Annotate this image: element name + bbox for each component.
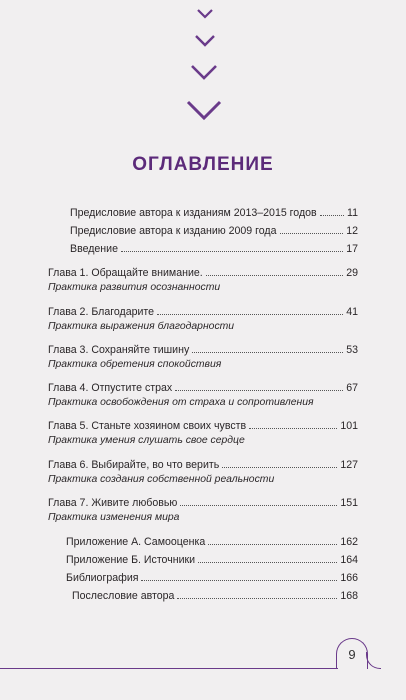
toc-entry xyxy=(48,266,358,280)
dot-leader xyxy=(175,381,343,391)
toc-entry-subtitle: Практика создания собственной реальности xyxy=(48,474,275,485)
toc-entry xyxy=(70,224,358,238)
toc-entry xyxy=(70,242,358,256)
dot-leader xyxy=(157,305,343,315)
toc-entry-subtitle: Практика освобождения от страха и сопротивления xyxy=(48,397,314,408)
toc-entry-label: Предисловие автора к изданиям 2013–2015 годов xyxy=(70,207,317,219)
toc-entry-subtitle: Практика обретения спокойствия xyxy=(48,359,222,370)
dot-leader xyxy=(206,266,344,276)
dot-leader xyxy=(320,206,344,216)
toc-entry-subtitle: Практика выражения благодарности xyxy=(48,321,235,332)
toc-entry-page: 53 xyxy=(346,344,358,356)
toc-entry-label: Глава 4. Отпустите страх xyxy=(48,382,173,394)
toc-entry-label: Послесловие автора xyxy=(72,590,175,602)
toc-entry-page: 17 xyxy=(346,243,358,255)
toc-entry-page: 166 xyxy=(340,572,358,584)
toc-entry xyxy=(48,381,358,395)
toc-entry-page: 164 xyxy=(340,554,358,566)
toc-entry-label: Глава 5. Станьте хозяином своих чувств xyxy=(48,420,247,432)
toc-entry-label: Глава 6. Выбирайте, во что верить xyxy=(48,459,220,471)
toc-entry-page: 41 xyxy=(346,306,358,318)
toc-entry-page: 101 xyxy=(340,420,358,432)
toc-entry xyxy=(66,571,358,585)
toc-entry-label: Библиография xyxy=(66,572,139,584)
toc-entry xyxy=(48,343,358,357)
toc-entry-label: Глава 3. Сохраняйте тишину xyxy=(48,344,190,356)
dot-leader xyxy=(249,419,337,429)
dot-leader xyxy=(222,458,337,468)
dot-leader xyxy=(141,571,337,581)
toc-entry-page: 162 xyxy=(340,536,358,548)
dot-leader xyxy=(177,589,337,599)
dot-leader xyxy=(208,535,337,545)
dot-leader xyxy=(121,242,343,252)
toc-entry xyxy=(48,496,358,510)
dot-leader xyxy=(180,496,337,506)
toc-entry-label: Введение xyxy=(70,243,118,255)
dot-leader xyxy=(280,224,344,234)
toc-entry-label: Глава 2. Благодарите xyxy=(48,306,155,318)
toc-entry xyxy=(48,305,358,319)
toc-entry-label: Приложение А. Самооценка xyxy=(66,536,206,548)
toc-entry xyxy=(66,535,358,549)
toc-entry-label: Предисловие автора к изданию 2009 года xyxy=(70,225,277,237)
page-number: 9 xyxy=(336,638,368,669)
toc-entry-page: 168 xyxy=(340,590,358,602)
toc-entry-page: 29 xyxy=(346,267,358,279)
page-title: ОГЛАВЛЕНИЕ xyxy=(132,154,274,175)
dot-leader xyxy=(192,343,343,353)
toc-entry-page: 67 xyxy=(346,382,358,394)
toc-entry-page: 151 xyxy=(340,497,358,509)
toc-entry-page: 11 xyxy=(347,207,358,219)
toc-entry-subtitle: Практика развития осознанности xyxy=(48,282,221,293)
toc-entry-subtitle: Практика изменения мира xyxy=(48,512,180,523)
toc-entry xyxy=(70,206,358,220)
footer-rule xyxy=(0,668,338,669)
toc-entry xyxy=(66,553,358,567)
toc-entry-label: Глава 7. Живите любовью xyxy=(48,497,178,509)
dot-leader xyxy=(198,553,337,563)
toc-entry-label: Глава 1. Обращайте внимание. xyxy=(48,267,203,279)
toc-entry xyxy=(48,419,358,433)
toc-entry xyxy=(72,589,358,603)
toc-entry-page: 127 xyxy=(340,459,358,471)
toc-entry-label: Приложение Б. Источники xyxy=(66,554,196,566)
toc-entry xyxy=(48,458,358,472)
toc-entry-subtitle: Практика умения слушать свое сердце xyxy=(48,435,245,446)
toc-entry-page: 12 xyxy=(346,225,358,237)
